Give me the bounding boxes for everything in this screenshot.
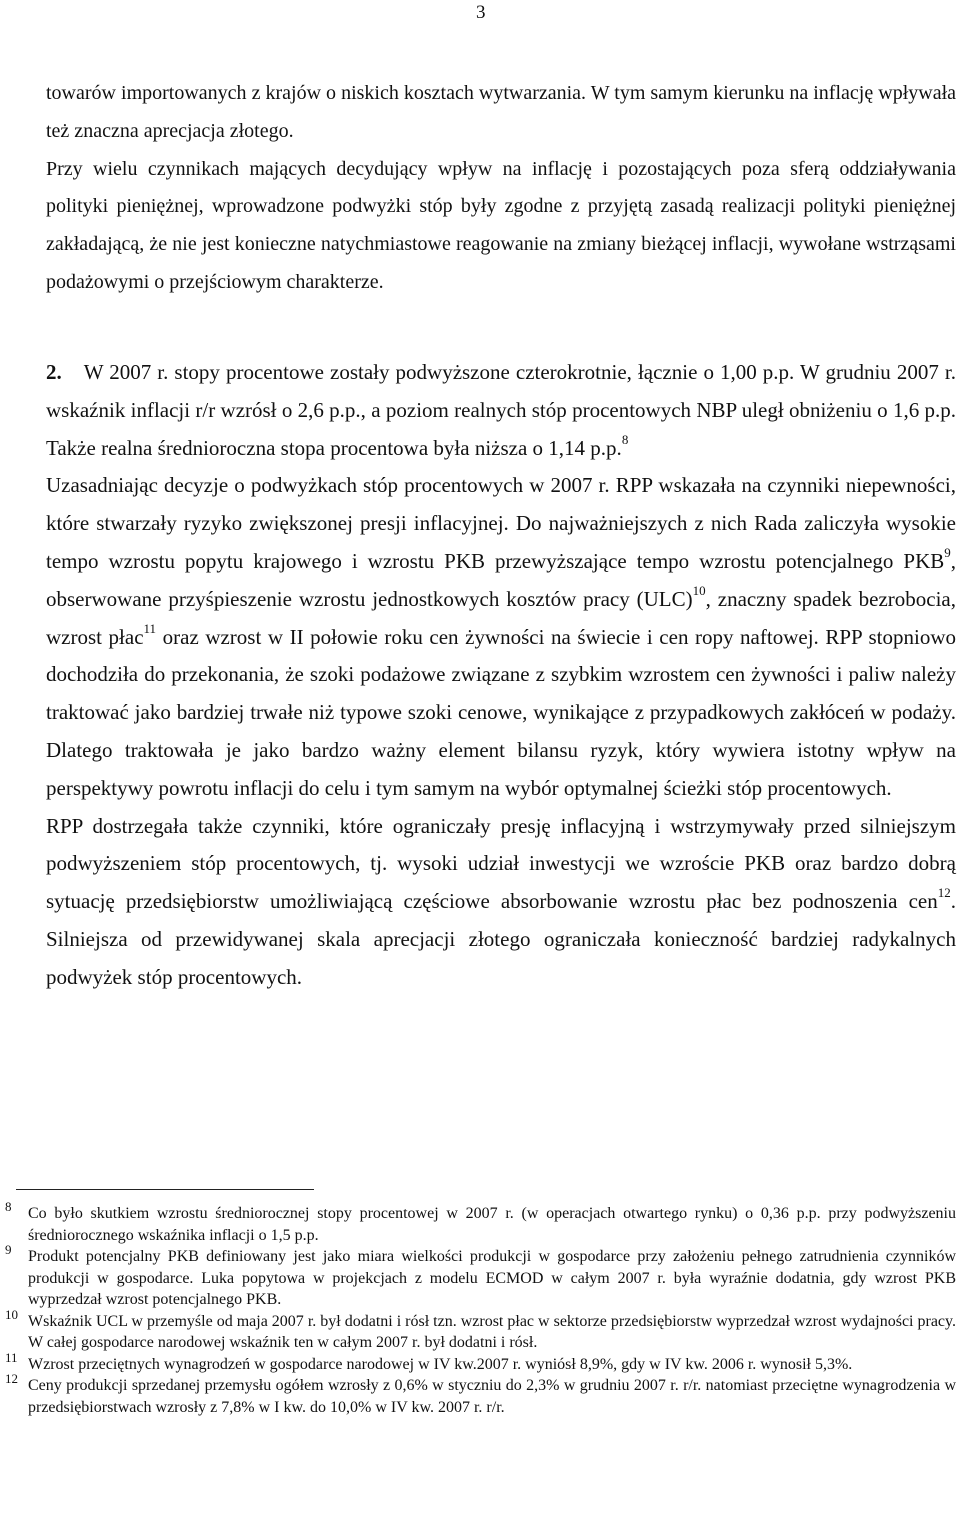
footnote-text: Wzrost przeciętnych wynagrodzeń w gospodarce narodowej w IV kw.2007 r. wyniósł 8,9%, gdy w IV kw. 2006 r. wynosił 5,3%. bbox=[28, 1355, 853, 1373]
footnote-text: Ceny produkcji sprzedanej przemysłu ogółem wzrosły z 0,6% w styczniu do 2,3% w grudniu 2007 r. r/r. natomiast przeciętne wynagrodzenia w przedsiębiorstwach wzrosły z 7,8% w I kw. do 10,0% w IV kw. 2007 r. r/r. bbox=[28, 1377, 956, 1416]
section-2-paragraph-2-part-d: oraz wzrost w II połowie roku cen żywności na świecie i cen ropy naftowej. RPP stopniowo dochodziła do przekonania, że szoki podażowe związane z szybkim wzrostem cen żywności i paliw należy traktować jako bardziej trwałe niż typowe szoki cenowe, wynikające z przypadkowych zakłóceń w podaży. Dlatego traktowała je jako bardzo ważny element bilansu ryzyk, który wywiera istotny wpływ na perspektywy powrotu inflacji do celu i tym samym na wybór optymalnej ścieżki stóp procentowych. bbox=[46, 624, 956, 800]
footnote-text: Produkt potencjalny PKB definiowany jest jako miara wielkości produkcji w gospodarce przy założeniu pełnego zatrudnienia czynników produkcji w gospodarce. Luka popytowa w projekcjach z modelu ECMOD w całym 2007 r. była wyraźnie dodatnia, gdy wzrost PKB wyprzedzał wzrost potencjalnego PKB. bbox=[28, 1248, 956, 1308]
footnote-ref-10: 10 bbox=[692, 582, 706, 598]
section-2-paragraph-3 bbox=[46, 808, 956, 997]
section-2-paragraph-2-part-a: Uzasadniając decyzje o podwyżkach stóp procentowych w 2007 r. RPP wskazała na czynniki niepewności, które stwarzały ryzyko zwiększonej presji inflacyjnej. Do najważniejszych z nich Rada zaliczyła wysokie tempo wzrostu popytu krajowego i wzrostu PKB przewyższające tempo wzrostu potencjalnego PKB bbox=[46, 473, 956, 573]
footnote-10 bbox=[5, 1306, 956, 1354]
footnote-number: 8 bbox=[5, 1199, 12, 1214]
footnote-number: 10 bbox=[5, 1306, 18, 1322]
footnote-number: 12 bbox=[5, 1371, 18, 1386]
footnote-ref-8: 8 bbox=[621, 431, 629, 447]
footnote-number: 9 bbox=[5, 1242, 12, 1257]
footnote-8 bbox=[5, 1199, 956, 1246]
footnotes bbox=[0, 1199, 960, 1418]
footnote-ref-12: 12 bbox=[937, 885, 951, 901]
section-2-paragraph-2-part-b: , obserwowane przyśpieszenie wzrostu jednostkowych kosztów pracy (ULC) bbox=[46, 548, 956, 611]
section-2 bbox=[46, 354, 956, 997]
section-2-paragraph-1 bbox=[46, 354, 956, 467]
footnote-divider bbox=[16, 1189, 314, 1190]
intro-text bbox=[46, 75, 956, 302]
section-2-paragraph-1-text: W 2007 r. stopy procentowe zostały podwyższone czterokrotnie, łącznie o 1,00 p.p. W grudniu 2007 r. wskaźnik inflacji r/r wzrósł o 2,6 p.p., a poziom realnych stóp procentowych NBP uległ obniżeniu o 1,6 p.p. Także realna średnioroczna stopa procentowa była niższa o 1,14 p.p. bbox=[46, 360, 956, 460]
section-number: 2. bbox=[46, 360, 62, 384]
section-2-paragraph-3-part-a: RPP dostrzegała także czynniki, które ograniczały presję inflacyjną i wstrzymywały przed silniejszym podwyższeniem stóp procentowych, tj. wysoki udział inwestycji we wzroście PKB oraz bardzo dobrą sytuację przedsiębiorstw umożliwiającą częściowe absorbowanie wzrostu płac bez podnoszenia cen bbox=[46, 813, 956, 914]
page-number: 3 bbox=[476, 2, 486, 23]
intro-paragraph-2: Przy wielu czynnikach mających decydujący wpływ na inflację i pozostających poza sferą oddziaływania polityki pieniężnej, wprowadzone podwyżki stóp były zgodne z przyjętą zasadą realizacji polityki pieniężnej zakładającą, że nie jest konieczne natychmiastowe reagowanie na zmiany bieżącej inflacji, wywołane wstrząsami podażowymi o przejściowym charakterze. bbox=[46, 157, 956, 293]
section-2-paragraph-3-part-b: . Silniejsza od przewidywanej skala aprecjacji złotego ograniczała konieczność bardziej radykalnych podwyżek stóp procentowych. bbox=[46, 889, 956, 989]
footnote-ref-9: 9 bbox=[944, 544, 951, 560]
footnote-text: Wskaźnik UCL w przemyśle od maja 2007 r. był dodatni i rósł tzn. wzrost płac w sektorze przedsiębiorstw wyprzedzał wzrost wydajności pracy. W całej gospodarce narodowej wskaźnik ten w całym 2007 r. był dodatni i rósł. bbox=[28, 1312, 956, 1351]
intro-paragraph-1: towarów importowanych z krajów o niskich kosztach wytwarzania. W tym samym kierunku na inflację wpływała też znaczna aprecjacja złotego. bbox=[46, 82, 956, 142]
footnote-12 bbox=[5, 1371, 956, 1418]
section-2-paragraph-2 bbox=[46, 467, 956, 807]
footnote-ref-11: 11 bbox=[143, 620, 157, 636]
footnote-11 bbox=[5, 1349, 956, 1376]
section-2-paragraph-2-part-c: , znaczny spadek bezrobocia, wzrost płac bbox=[46, 586, 956, 649]
footnote-number: 11 bbox=[5, 1349, 18, 1365]
footnote-9 bbox=[5, 1242, 956, 1311]
footnote-text: Co było skutkiem wzrostu średniorocznej stopy procentowej w 2007 r. (w operacjach otwartego rynku) o 0,36 p.p. przy podwyższeniu średniorocznego wskaźnika inflacji o 1,5 p.p. bbox=[28, 1205, 956, 1244]
